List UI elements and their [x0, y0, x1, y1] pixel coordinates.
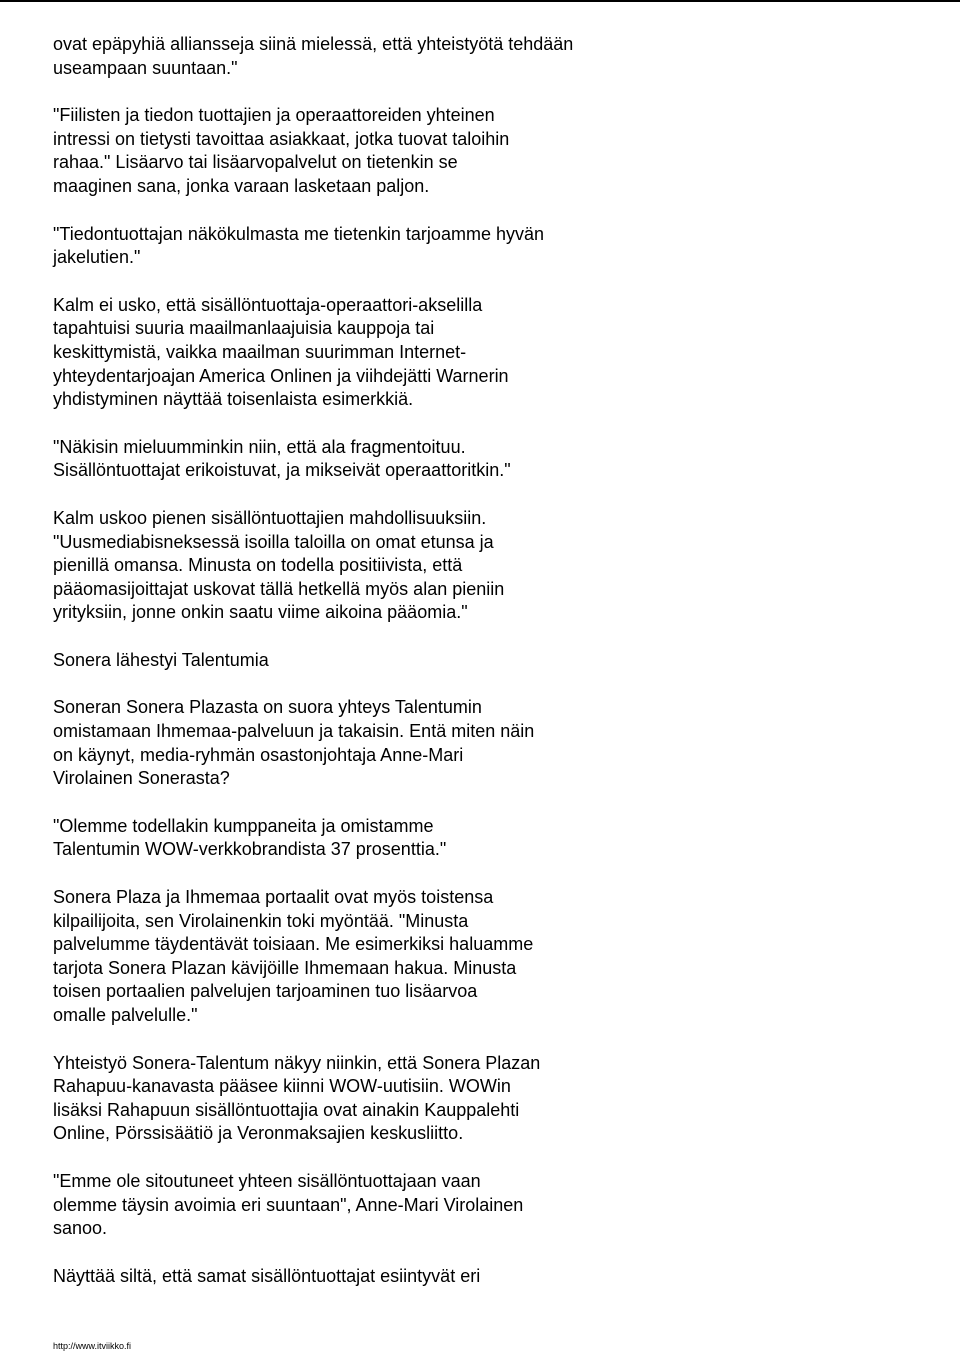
paragraph: Näyttää siltä, että samat sisällöntuottajat esiintyvät eri: [53, 1265, 481, 1286]
paragraph: Soneran Sonera Plazasta on suora yhteys Talentumin omistamaan Ihmemaa-palveluun ja takaisin. Entä miten näin on käynyt, media-ryhmän osastonjohtaja Anne-Mari Virolainen Sonerasta?: [53, 697, 535, 789]
paragraph: "Fiilisten ja tiedon tuottajien ja operaattoreiden yhteinen intressi on tietysti tavoittaa asiakkaat, jotka tuovat taloihin rahaa." Lisäarvo tai lisäarvopalvelut on tietenkin se maaginen sana, jonka varaan lasketaan paljon.: [53, 105, 510, 196]
paragraph: "Näkisin mieluumminkin niin, että ala fragmentoituu. Sisällöntuottajat erikoistuvat, ja mikseivät operaattoritkin.": [53, 436, 511, 481]
section-heading: Sonera lähestyi Talentumia: [53, 649, 269, 670]
paragraph: Sonera Plaza ja Ihmemaa portaalit ovat myös toistensa kilpailijoita, sen Virolainenkin toki myöntää. "Minusta palvelumme täydentävät toisiaan. Me esimerkiksi haluamme tarjota Sonera Plazan kävijöille Ihmemaan hakua. Minusta toisen portaalien palvelujen tarjoaminen tuo lisäarvoa omalle palvelulle.": [53, 887, 534, 1025]
paragraph: "Olemme todellakin kumppaneita ja omistamme Talentumin WOW-verkkobrandista 37 prosenttia.": [53, 815, 447, 860]
page-top-border: [0, 0, 960, 2]
paragraph: Kalm uskoo pienen sisällöntuottajien mahdollisuuksiin. "Uusmediabisneksessä isoilla taloilla on omat etunsa ja pienillä omansa. Minusta on todella positiivista, että pääomasijoittajat uskovat tällä hetkellä myös alan pieniin yrityksiin, jonne onkin saatu viime aikoina pääomia.": [53, 507, 505, 623]
paragraph: "Emme ole sitoutuneet yhteen sisällöntuottajaan vaan olemme täysin avoimia eri suuntaan", Anne-Mari Virolainen sanoo.: [53, 1170, 524, 1239]
paragraph: ovat epäpyhiä alliansseja siinä mielessä, että yhteistyötä tehdään useampaan suuntaan.": [53, 34, 574, 78]
footer-url: http://www.itviikko.fi: [53, 1341, 132, 1351]
article-body: [53, 33, 653, 1312]
paragraph: Yhteistyö Sonera-Talentum näkyy niinkin, että Sonera Plazan Rahapuu-kanavasta pääsee kiinni WOW-uutisiin. WOWin lisäksi Rahapuun sisällöntuottajia ovat ainakin Kauppalehti Online, Pörssisäätiö ja Veronmaksajien keskusliitto.: [53, 1052, 541, 1144]
paragraph: "Tiedontuottajan näkökulmasta me tietenkin tarjoamme hyvän jakelutien.": [53, 223, 544, 268]
paragraph: Kalm ei usko, että sisällöntuottaja-operaattori-akselilla tapahtuisi suuria maailmanlaajuisia kauppoja tai keskittymistä, vaikka maailman suurimman Internet- yhteydentarjoajan America Onlinen ja viihdejätti Warnerin yhdistyminen näyttää toisenlaista esimerkkiä.: [53, 294, 509, 410]
